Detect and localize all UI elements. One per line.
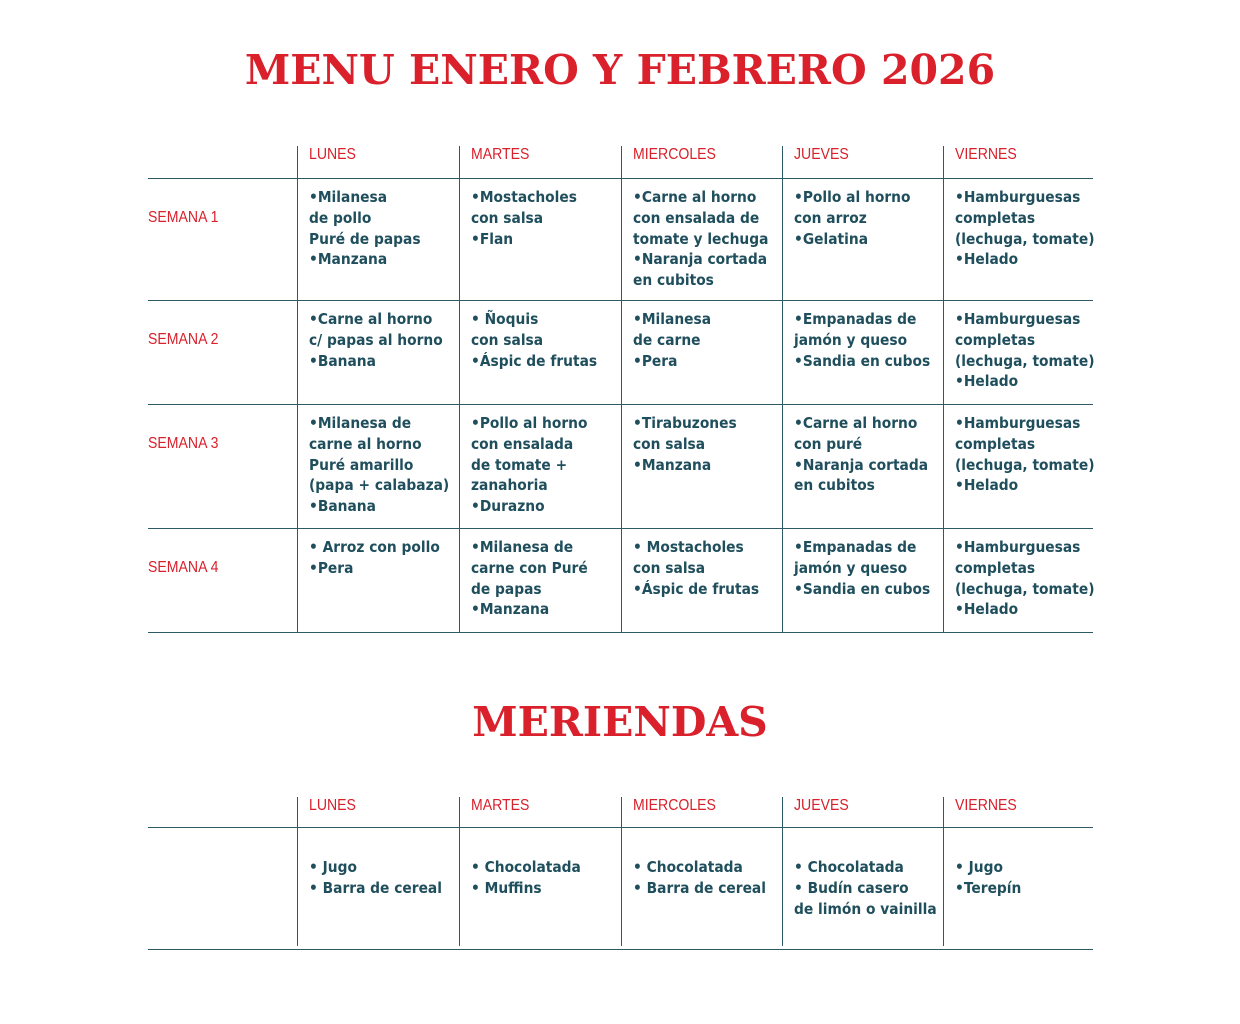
menu-item-line: •Naranja cortada [794,455,929,474]
menu-item-line: •Banana [309,497,376,516]
menu-item-line: •Manzana [309,250,388,269]
day-header-jueves: JUEVES [794,797,849,814]
menu-item-line: • Chocolatada [471,858,581,876]
table-column-divider [782,146,783,632]
table-column-divider [621,797,622,946]
day-header-miercoles: MIERCOLES [633,797,716,814]
menu-item-line: •Hamburguesas [955,538,1081,556]
menu-item-line: •Pollo al horno [471,414,588,432]
day-header-martes: MARTES [471,146,530,163]
menu-cell [633,309,771,371]
menu-item-line: •Pollo al horno [794,188,911,206]
menu-item-line: con salsa [471,330,544,349]
menu-item-line: •Milanesa [309,188,388,206]
menu-item-line: (lechuga, tomate) [955,579,1095,598]
menu-cell [309,309,447,371]
menu-cell [309,413,450,517]
menu-item-line: • Jugo [309,858,357,876]
menu-item-line: • Mostacholes [633,538,744,556]
menu-item-line: completas [955,558,1036,577]
menu-item-line: zanahoria [471,476,548,495]
menu-item-line: jamón y queso [794,330,908,349]
menu-cell [633,413,771,475]
menu-cell [471,309,609,371]
menu-item-line: en cubitos [633,271,714,290]
menu-cell [955,537,1093,620]
menu-item-line: tomate y lechuga [633,229,769,248]
page-title: MENU ENERO Y FEBRERO 2026 [244,46,996,94]
menu-item-line: con salsa [633,558,706,577]
merienda-cell [309,857,447,899]
menu-item-line: • Jugo [955,858,1003,876]
menu-item-line: •Áspic de frutas [633,579,760,598]
table-column-divider [297,146,298,632]
day-header-martes: MARTES [471,797,530,814]
menu-item-line: c/ papas al horno [309,330,443,349]
menu-item-line: con arroz [794,208,867,227]
merienda-cell [794,857,937,919]
menu-item-line: de limón o vainilla [794,899,937,918]
menu-item-line: •Áspic de frutas [471,351,598,370]
menu-item-line: • Arroz con pollo [309,538,440,556]
menu-item-line: •Gelatina [794,229,869,248]
menu-item-line: •Banana [309,351,376,370]
merienda-cell [633,857,771,899]
menu-item-line: jamón y queso [794,558,908,577]
week-label: SEMANA 3 [148,435,219,452]
menu-item-line: de papas [471,579,542,598]
menu-item-line: •Carne al horno [633,188,757,206]
menu-item-line: con puré [794,434,863,453]
menu-cell [794,413,932,496]
menu-item-line: •Tirabuzones [633,414,737,432]
menu-item-line: •Helado [955,250,1019,269]
menu-item-line: • Chocolatada [633,858,743,876]
menu-cell [309,537,447,579]
day-header-viernes: VIERNES [955,146,1017,163]
menu-item-line: con salsa [471,208,544,227]
menu-cell [309,187,447,270]
menu-item-line: •Carne al horno [794,414,918,432]
menu-item-line: •Carne al horno [309,310,433,328]
menu-cell [471,413,609,517]
menu-item-line: •Empanadas de [794,538,917,556]
menu-item-line: •Helado [955,372,1019,391]
menu-cell [955,187,1093,270]
menu-cell [794,309,932,371]
menu-item-line: completas [955,208,1036,227]
menu-item-line: completas [955,330,1036,349]
menu-item-line: •Naranja cortada [633,250,768,269]
table-column-divider [943,797,944,946]
menu-item-line: • Chocolatada [794,858,904,876]
menu-item-line: • Ñoquis [471,310,539,328]
menu-item-line: (papa + calabaza) [309,476,450,495]
menu-cell [955,309,1093,392]
menu-item-line: •Sandia en cubos [794,351,931,370]
menu-item-line: carne con Puré [471,558,588,577]
menu-item-line: •Helado [955,600,1019,619]
meriendas-table [148,797,1093,951]
menu-item-line: •Manzana [633,455,712,474]
table-column-divider [297,797,298,946]
table-row-divider [148,632,1093,633]
table-column-divider [459,797,460,946]
menu-item-line: Puré de papas [309,229,421,248]
menu-item-line: •Hamburguesas [955,310,1081,328]
menu-item-line: carne al horno [309,434,422,453]
menu-cell [794,537,932,599]
table-column-divider [621,146,622,632]
menu-item-line: •Milanesa [633,310,712,328]
table-column-divider [782,797,783,946]
menu-item-line: (lechuga, tomate) [955,455,1095,474]
menu-item-line: •Helado [955,476,1019,495]
menu-item-line: (lechuga, tomate) [955,229,1095,248]
week-label: SEMANA 2 [148,331,219,348]
table-column-divider [459,146,460,632]
menu-item-line: •Mostacholes [471,188,577,206]
day-header-lunes: LUNES [309,797,356,814]
menu-item-line: •Durazno [471,497,545,516]
menu-item-line: de carne [633,330,701,349]
menu-item-line: •Flan [471,229,514,248]
menu-item-line: •Hamburguesas [955,414,1081,432]
meriendas-title: MERIENDAS [472,698,768,746]
menu-item-line: • Muffins [471,878,542,897]
menu-cell [633,537,771,599]
week-label: SEMANA 4 [148,559,219,576]
menu-item-line: •Terepín [955,878,1022,897]
menu-item-line: •Manzana [471,600,550,619]
menu-item-line: de tomate + [471,455,568,474]
menu-item-line: completas [955,434,1036,453]
menu-item-line: con ensalada de [633,208,760,227]
table-row-divider [148,949,1093,950]
menu-item-line: •Empanadas de [794,310,917,328]
day-header-miercoles: MIERCOLES [633,146,716,163]
day-header-lunes: LUNES [309,146,356,163]
menu-item-line: • Budín casero [794,878,909,897]
menu-item-line: •Sandia en cubos [794,579,931,598]
menu-item-line: con salsa [633,434,706,453]
day-header-jueves: JUEVES [794,146,849,163]
menu-item-line: •Milanesa de [471,538,574,556]
menu-item-line: de pollo [309,208,372,227]
week-label: SEMANA 1 [148,209,219,226]
menu-item-line: (lechuga, tomate) [955,351,1095,370]
menu-table [148,146,1093,634]
menu-cell [471,537,609,620]
menu-cell [794,187,932,249]
menu-cell [633,187,771,291]
menu-item-line: con ensalada [471,434,574,453]
menu-cell [471,187,609,249]
merienda-cell [955,857,1093,899]
menu-cell [955,413,1093,496]
merienda-cell [471,857,609,899]
menu-item-line: en cubitos [794,476,875,495]
menu-item-line: • Barra de cereal [633,878,766,897]
table-column-divider [943,146,944,632]
day-header-viernes: VIERNES [955,797,1017,814]
menu-item-line: •Pera [309,558,354,577]
menu-item-line: Puré amarillo [309,455,414,474]
menu-item-line: •Milanesa de [309,414,412,432]
menu-item-line: • Barra de cereal [309,878,442,897]
menu-item-line: •Pera [633,351,678,370]
menu-item-line: •Hamburguesas [955,188,1081,206]
